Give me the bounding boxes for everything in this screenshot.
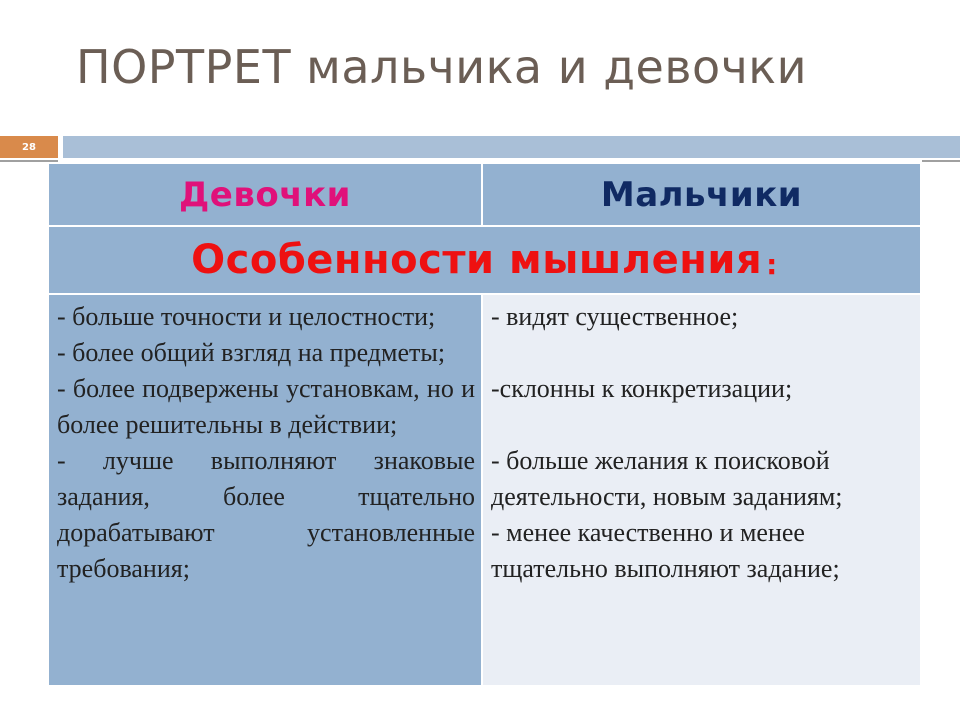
boys-column [483, 295, 920, 685]
girls-item: - лучше выполняют знаковые задания, более тщательно дорабатывают установленные требования; [57, 446, 475, 583]
boys-item: - больше желания к поисковой деятельности, новым заданиям; [491, 446, 843, 511]
thinking-features-header [49, 227, 920, 293]
slide-title: ПОРТРЕТ мальчика и девочки [76, 40, 807, 94]
header-girls: Девочки [49, 164, 481, 225]
decorative-line-right [922, 160, 960, 162]
girls-item: - более подвержены установкам, но и более решительны в действии; [57, 374, 475, 439]
thinking-features-label: Особенности мышления [191, 237, 763, 283]
girls-item: - более общий взгляд на предметы; [57, 338, 446, 367]
header-boys: Мальчики [483, 164, 920, 225]
girls-column [49, 295, 481, 685]
boys-item: - видят существенное; [491, 302, 739, 331]
thinking-features-colon: : [766, 247, 778, 281]
boys-item: - менее качественно и менее тщательно выполняют задание; [491, 518, 840, 583]
decorative-bar [63, 136, 960, 158]
comparison-table [48, 163, 921, 686]
decorative-line-left [0, 160, 58, 162]
page-number-badge: 28 [0, 136, 58, 158]
girls-item: - больше точности и целостности; [57, 302, 436, 331]
boys-item: -склонны к конкретизации; [491, 374, 793, 403]
